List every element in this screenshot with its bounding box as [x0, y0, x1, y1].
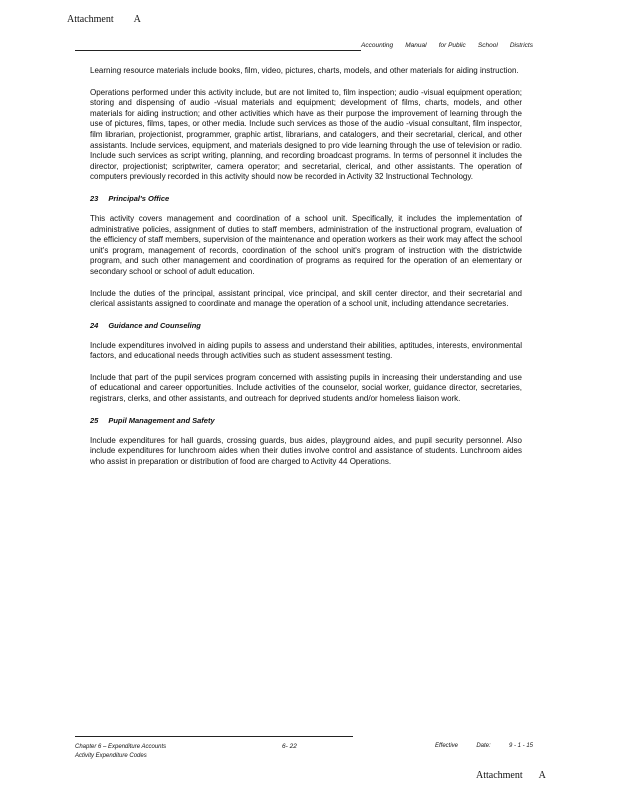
- header-word: for Public: [438, 42, 466, 49]
- footer-chapter-info: [75, 743, 166, 761]
- header-word: Districts: [509, 42, 533, 49]
- paragraph: Include expenditures involved in aiding pupils to assess and understand their abilities, aptitudes, interests, environmental factors, and educational needs through activities such as student assessment testing.: [90, 340, 522, 361]
- header-word: Manual: [405, 42, 427, 49]
- section-title: Pupil Management and Safety: [108, 415, 215, 425]
- paragraph: Learning resource materials include books, film, video, pictures, charts, models, and other materials for aiding instruction.: [90, 66, 519, 75]
- footer-activity-line: Activity Expenditure Codes: [75, 753, 147, 759]
- section-title: Guidance and Counseling: [108, 320, 201, 330]
- paragraph: This activity covers management and coordination of a school unit. Specifically, it includes the implementation of administrative policies, assignment of duties to staff members, administration of the instructional program, evaluation of the efficiency of staff members, supervision of the maintenance and operation workers as their work may affect the school unit's program, management of records, coordination of the school unit's program of instruction with the districtwide program, and such other management and coordination of programs as required for the operation of an elementary or secondary school or school of adult education.: [90, 213, 522, 276]
- section-heading: [90, 321, 522, 331]
- section-number: 25: [90, 415, 99, 425]
- header-rule: [75, 50, 361, 51]
- section-learning-resources: [90, 66, 522, 183]
- attachment-text: Attachment: [67, 14, 114, 25]
- date-value: 9 - 1 - 15: [508, 743, 533, 749]
- footer-rule: [75, 736, 353, 737]
- section-guidance-counseling: [90, 321, 522, 405]
- section-title: Principal's Office: [108, 193, 170, 203]
- document-body: [90, 66, 522, 478]
- paragraph: Include that part of the pupil services program concerned with assisting pupils in increasing their understanding and use of educational and career opportunities. Include activities of the counselor, social worker, guidance director, secretaries, registrars, clerks, and other assistants, and outreach for deprived students and/or homeless liaison work.: [90, 372, 522, 404]
- header-word: School: [477, 42, 498, 49]
- paragraph: Include expenditures for hall guards, crossing guards, bus aides, playground aides, and pupil security personnel. Also include expenditures for lunchroom aides when their duties involve control and assistance of students. Lunchroom aides who assist in preparation or distribution of food are charged to Activity 44 Operations.: [90, 435, 522, 466]
- attachment-letter: A: [133, 14, 141, 25]
- attachment-label-bottom: [476, 770, 546, 781]
- running-header: [361, 42, 533, 49]
- attachment-label-top: [67, 14, 141, 25]
- section-principals-office: [90, 194, 522, 310]
- section-pupil-management-safety: [90, 416, 522, 468]
- page-number: 6- 22: [282, 743, 297, 750]
- footer-effective-date: [435, 743, 533, 749]
- footer-chapter-line: Chapter 6 – Expenditure Accounts: [75, 744, 167, 750]
- attachment-letter: A: [538, 770, 546, 781]
- paragraph: Include the duties of the principal, assistant principal, vice principal, and skill center director, and their secretarial and clerical assistants assigned to coordinate and manage the operation of a school unit, including attendance secretaries.: [90, 288, 522, 309]
- section-heading: [90, 416, 522, 426]
- section-heading: [90, 194, 522, 204]
- header-word: Accounting: [361, 42, 394, 49]
- paragraph: Operations performed under this activity include, but are not limited to, film inspection; audio -visual equipment operation; storing and dispensing of audio -visual materials and equipment; development of films, charts, models, and other materials for aiding instruction; and other activities which have as their purpose the improvement of learning through the use of pictures, films, tapes, or other media. Include such services as those of the audio -visual consultant, film inspector, film librarian, projectionist, programmer, graphic artist, librarians, and catalogers, and their secretarial, clerical, and other assistants. Include services, equipment, and materials designed to pro vide learning through the use of television or radio. Include such services as script writing, planning, and recording broadcast programs. In terms of personnel it includes the director, projectionist; scriptwriter, camera operator; and secretarial, clerical, and other assistants. The operation of computers previously recorded in this activity should now be recorded in Activity 32 Instructional Technology.: [90, 87, 522, 182]
- date-label: Date:: [476, 743, 491, 749]
- attachment-text: Attachment: [476, 770, 523, 781]
- section-number: 23: [90, 193, 99, 203]
- section-number: 24: [90, 320, 99, 330]
- effective-label: Effective: [435, 743, 459, 749]
